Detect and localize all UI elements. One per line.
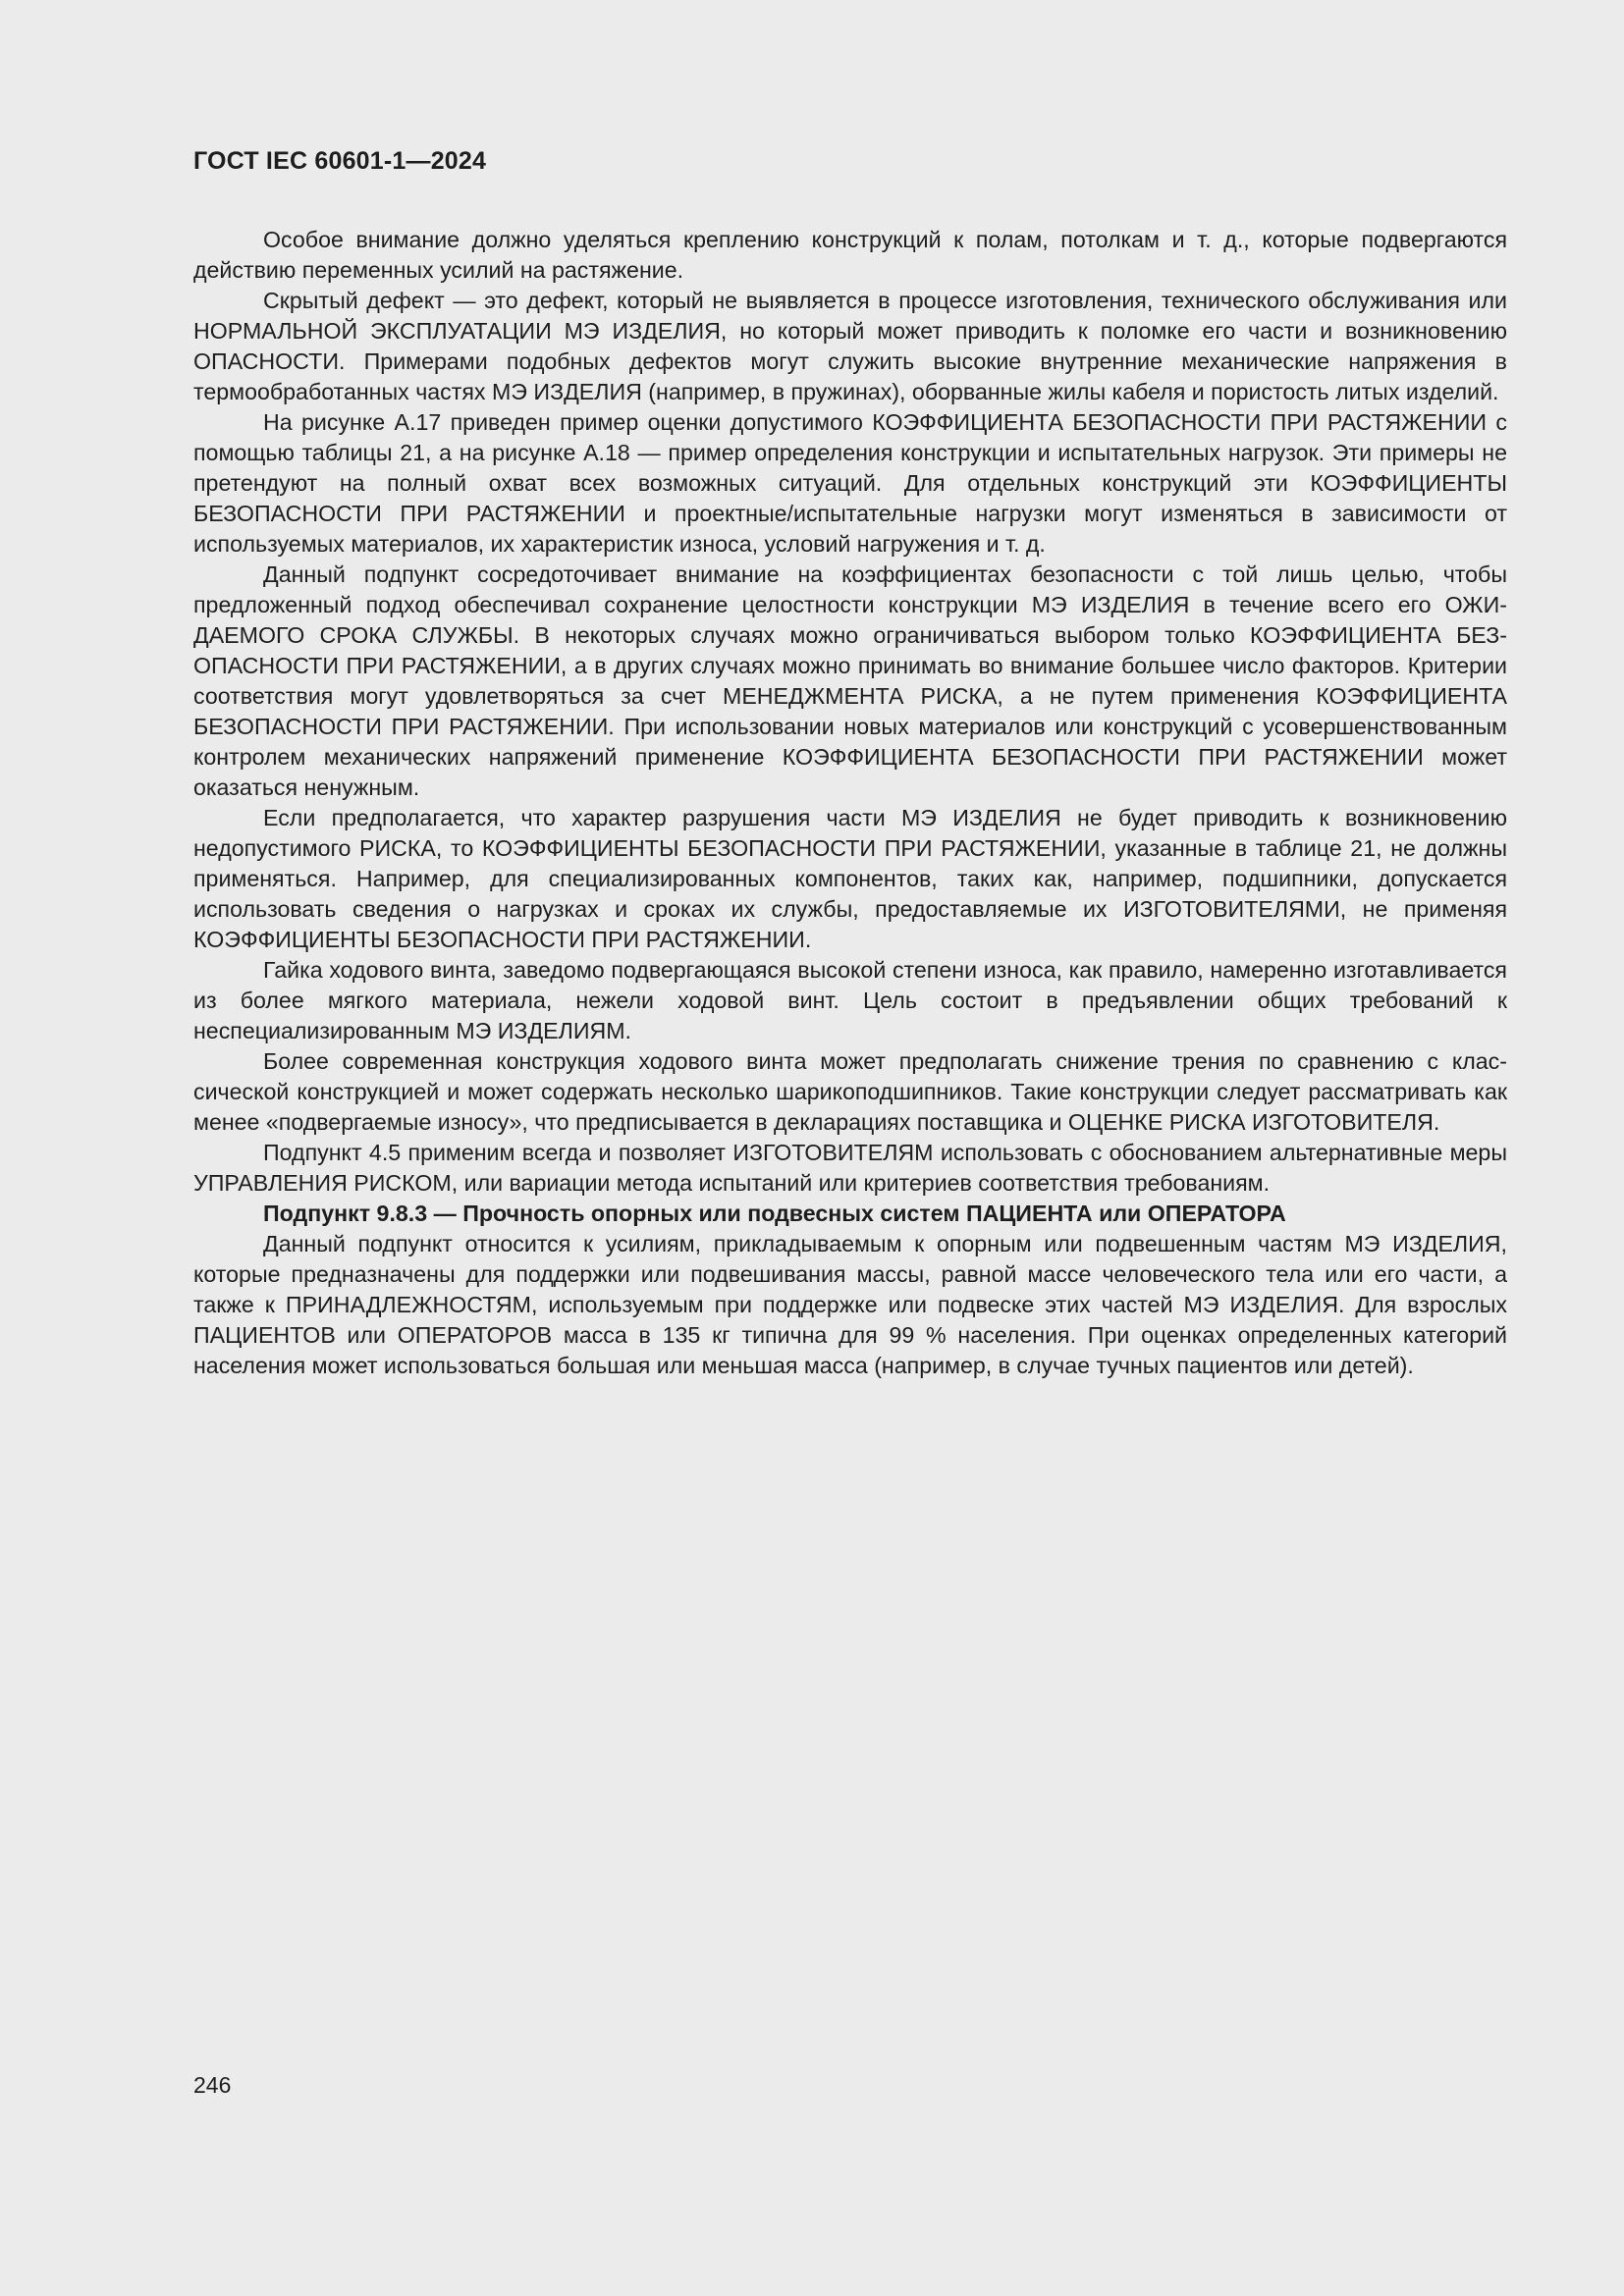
paragraph: Если предполагается, что характер разрушения части МЭ ИЗДЕЛИЯ не будет приводить к возникновению недопустимого РИСКА, то КОЭФФИЦИЕНТЫ БЕЗОПАСНОСТИ ПРИ РАСТЯЖЕНИИ, указанные в таблице 21, не должны применяться. Например, для специализированных компонентов, таких как, например, подшипники, допускается использовать сведения о нагрузках и сроках их службы, предоставляемые их ИЗГОТОВИТЕЛЯМИ, не применяя КОЭФФИЦИЕНТЫ БЕЗОПАСНОСТИ ПРИ РАСТЯЖЕНИИ. xyxy=(193,805,1507,952)
document-header: ГОСТ IEC 60601-1—2024 xyxy=(193,147,487,175)
subsection-heading: Подпункт 9.8.3 — Прочность опорных или подвесных систем ПАЦИЕНТА или ОПЕРАТОРА xyxy=(263,1201,1286,1226)
page-number: 246 xyxy=(193,2072,232,2098)
paragraph: Данный подпункт относится к усилиям, прикладываемым к опорным или подвешенным частям МЭ ИЗДЕЛИЯ, которые предназначены для поддержки или подвешивания массы, равной массе человеческого тела или его части, а также к ПРИНАДЛЕЖНОСТЯМ, используемым при поддержке или подвеске этих частей МЭ ИЗДЕЛИЯ. Для взрослых ПАЦИЕНТОВ или ОПЕРАТОРОВ масса в 135 кг типична для 99 % населения. При оценках определенных категорий населения может использоваться большая или меньшая масса (например, в случае тучных пациентов или детей). xyxy=(193,1231,1507,1378)
paragraph: Гайка ходового винта, заведомо подвергающаяся высокой степени износа, как правило, намеренно изготавливается из более мягкого материала, нежели ходовой винт. Цель состоит в предъявлении общих требований к неспециализированным МЭ ИЗДЕЛИЯМ. xyxy=(193,957,1507,1043)
paragraph: Скрытый дефект — это дефект, который не выявляется в процессе изготовления, технического обслуживания или НОРМАЛЬНОЙ ЭКСПЛУАТАЦИИ МЭ ИЗДЕЛИЯ, но который может приводить к поломке его части и возникновению ОПАСНОСТИ. Примерами подобных дефектов могут служить высокие внутренние механические напряжения в термообработанных частях МЭ ИЗДЕЛИЯ (например, в пружинах), оборванные жилы кабеля и пористость литых изделий. xyxy=(193,288,1507,404)
paragraph: На рисунке А.17 приведен пример оценки допустимого КОЭФФИЦИЕНТА БЕЗОПАСНОСТИ ПРИ РАСТЯЖЕНИИ с помощью таблицы 21, а на рисунке А.18 — пример определения конструкции и испытательных нагрузок. Эти примеры не претендуют на полный охват всех возможных ситуаций. Для отдельных конструкций эти КОЭФФИЦИЕНТЫ БЕЗОПАСНОСТИ ПРИ РАСТЯЖЕНИИ и проектные/испытательные нагрузки могут изменяться в зависимости от используемых материалов, их характеристик износа, условий нагружения и т. д. xyxy=(193,409,1507,557)
paragraph: Особое внимание должно уделяться креплению конструкций к полам, потолкам и т. д., которые подвергаются действию переменных усилий на растяжение. xyxy=(193,227,1507,283)
paragraph: Подпункт 4.5 применим всегда и позволяет ИЗГОТОВИТЕЛЯМ использовать с обоснованием альтернативные меры УПРАВЛЕНИЯ РИСКОМ, или вариации метода испытаний или критериев соответствия требованиям. xyxy=(193,1140,1507,1196)
paragraph: Данный подпункт сосредоточивает внимание на коэффициентах безопасности с той лишь целью, чтобы предложенный подход обеспечивал сохранение целостности конструкции МЭ ИЗДЕЛИЯ в течение всего его ОЖИДАЕМОГО СРОКА СЛУЖБЫ. В некоторых случаях можно ограничиваться выбором только КОЭФФИЦИЕНТА БЕЗОПАСНОСТИ ПРИ РАСТЯЖЕНИИ, а в других случаях можно принимать во внимание большее число факторов. Критерии соответствия могут удовлетворяться за счет МЕНЕДЖМЕНТА РИСКА, а не путем применения КОЭФФИЦИЕНТА БЕЗОПАСНОСТИ ПРИ РАСТЯЖЕНИИ. При использовании новых материалов или конструкций с усовершенствованным контролем механических напряжений применение КОЭФФИЦИЕНТА БЕЗОПАСНОСТИ ПРИ РАСТЯЖЕНИИ может оказаться ненужным. xyxy=(193,561,1507,800)
paragraph: Более современная конструкция ходового винта может предполагать снижение трения по сравнению с классической конструкцией и может содержать несколько шарикоподшипников. Такие конструкции следует рассматривать как менее «подвергаемые износу», что предписывается в декларациях поставщика и ОЦЕНКЕ РИСКА ИЗГОТОВИТЕЛЯ. xyxy=(193,1048,1507,1135)
body-text xyxy=(193,225,1507,1381)
